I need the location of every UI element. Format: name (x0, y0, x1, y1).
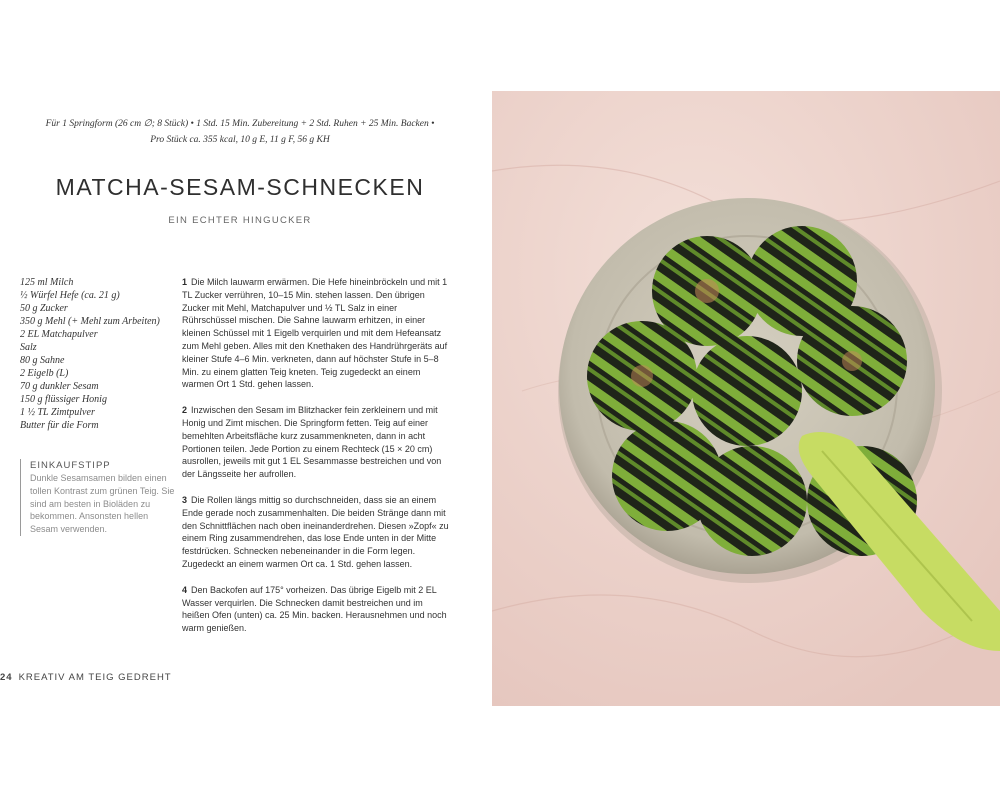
recipe-meta (20, 116, 460, 148)
instruction-steps (182, 276, 452, 648)
step-text: Die Rollen längs mittig so durchschneiden, dass sie an einem Ende gerade noch zusammenhalten. Die beiden Stränge dann mit den Schnittflächen nach oben ineinanderdrehen. Diesen »Zopf« zu einem Ring zusammendrehen, das lose Ende unten in der Mitte festdrücken. Schnecken nebeneinander in die Form legen. Zugedeckt an einem warmen Ort ca. 1 Std. gehen lassen. (182, 494, 449, 569)
recipe-photo (492, 91, 1000, 706)
ingredient-item: 2 EL Matchapulver (20, 329, 98, 340)
step-number: 2 (182, 405, 188, 416)
ingredient-item: 1 ½ TL Zimtpulver (20, 407, 95, 418)
ingredient-item: Salz (20, 342, 37, 353)
ingredient-item: Butter für die Form (20, 420, 99, 431)
step-number: 4 (182, 584, 188, 595)
step-text: Die Milch lauwarm erwärmen. Die Hefe hineinbröckeln und mit 1 TL Zucker verrühren, 10–15 Min. stehen lassen. Den übrigen Zucker mit Mehl, Matchapulver und ½ TL Salz in einer Rührschüssel mischen. Die Sahne lauwarm erhitzen, in einer kleinen Schüssel mit 1 Eigelb verquirlen und mit dem Hefeansatz zum Mehl geben. Alles mit den Knethaken des Handrührgeräts auf kleiner Stufe 4–6 Min. verkneten, dann auf höchster Stufe in 5–8 Min. zu einem glatten Teig kneten. Teig zugedeckt an einem warmen Ort 1 Std. gehen lassen. (182, 277, 448, 390)
shopping-tip-text: Dunkle Sesamsamen bilden einen tollen Kontrast zum grünen Teig. Sie sind am besten in Bioläden zu bekommen. Ansonsten hellen Sesam verwenden. (30, 473, 175, 535)
ingredient-item: 2 Eigelb (L) (20, 368, 69, 379)
step-number: 1 (182, 277, 188, 287)
recipe-meta-line1: Für 1 Springform (26 cm ∅; 8 Stück) • 1 Std. 15 Min. Zubereitung + 2 Std. Ruhen + 25 Min. Backen • (45, 119, 435, 129)
section-title: KREATIV AM TEIG GEDREHT (18, 672, 172, 683)
ingredient-item: ½ Würfel Hefe (ca. 21 g) (20, 290, 120, 301)
ingredient-item: 350 g Mehl (+ Mehl zum Arbeiten) (20, 316, 160, 327)
instruction-step (182, 584, 452, 635)
ingredient-item: 125 ml Milch (20, 277, 74, 288)
instruction-step (182, 404, 452, 481)
shopping-tip-heading: EINKAUFSTIPP (30, 460, 111, 471)
ingredient-item: 150 g flüssiger Honig (20, 394, 107, 405)
shopping-tip (20, 459, 176, 536)
recipe-photo-illustration (492, 91, 1000, 706)
step-number: 3 (182, 494, 188, 505)
recipe-title: MATCHA-SESAM-SCHNECKEN (55, 174, 425, 200)
page-number: 24 (0, 672, 13, 683)
recipe-subtitle: EIN ECHTER HINGUCKER (168, 215, 312, 226)
step-text: Inzwischen den Sesam im Blitzhacker fein zerkleinern und mit Honig und Zimt mischen. Die Springform fetten. Teig auf einer bemehlten Arbeitsfläche kurz zusammenkneten, dann in acht Portionen teilen. Jede Portion zu einem Rechteck (15 × 20 cm) ausrollen, jeweils mit gut 1 EL Sesammasse bestreichen und von der Längsseite her aufrollen. (182, 405, 442, 480)
instruction-step (182, 276, 452, 391)
ingredient-item: 70 g dunkler Sesam (20, 381, 99, 392)
recipe-meta-line2: Pro Stück ca. 355 kcal, 10 g E, 11 g F, 56 g KH (150, 135, 330, 145)
page-footer (0, 672, 172, 683)
ingredient-item: 80 g Sahne (20, 355, 65, 366)
instruction-step (182, 494, 452, 571)
step-text: Den Backofen auf 175° vorheizen. Das übrige Eigelb mit 2 EL Wasser verquirlen. Die Schnecken damit bestreichen und im heißen Ofen (unten) ca. 25 Min. backen. Herausnehmen und noch warm genießen. (182, 584, 447, 634)
ingredient-list (20, 276, 170, 432)
ingredient-item: 50 g Zucker (20, 303, 68, 314)
